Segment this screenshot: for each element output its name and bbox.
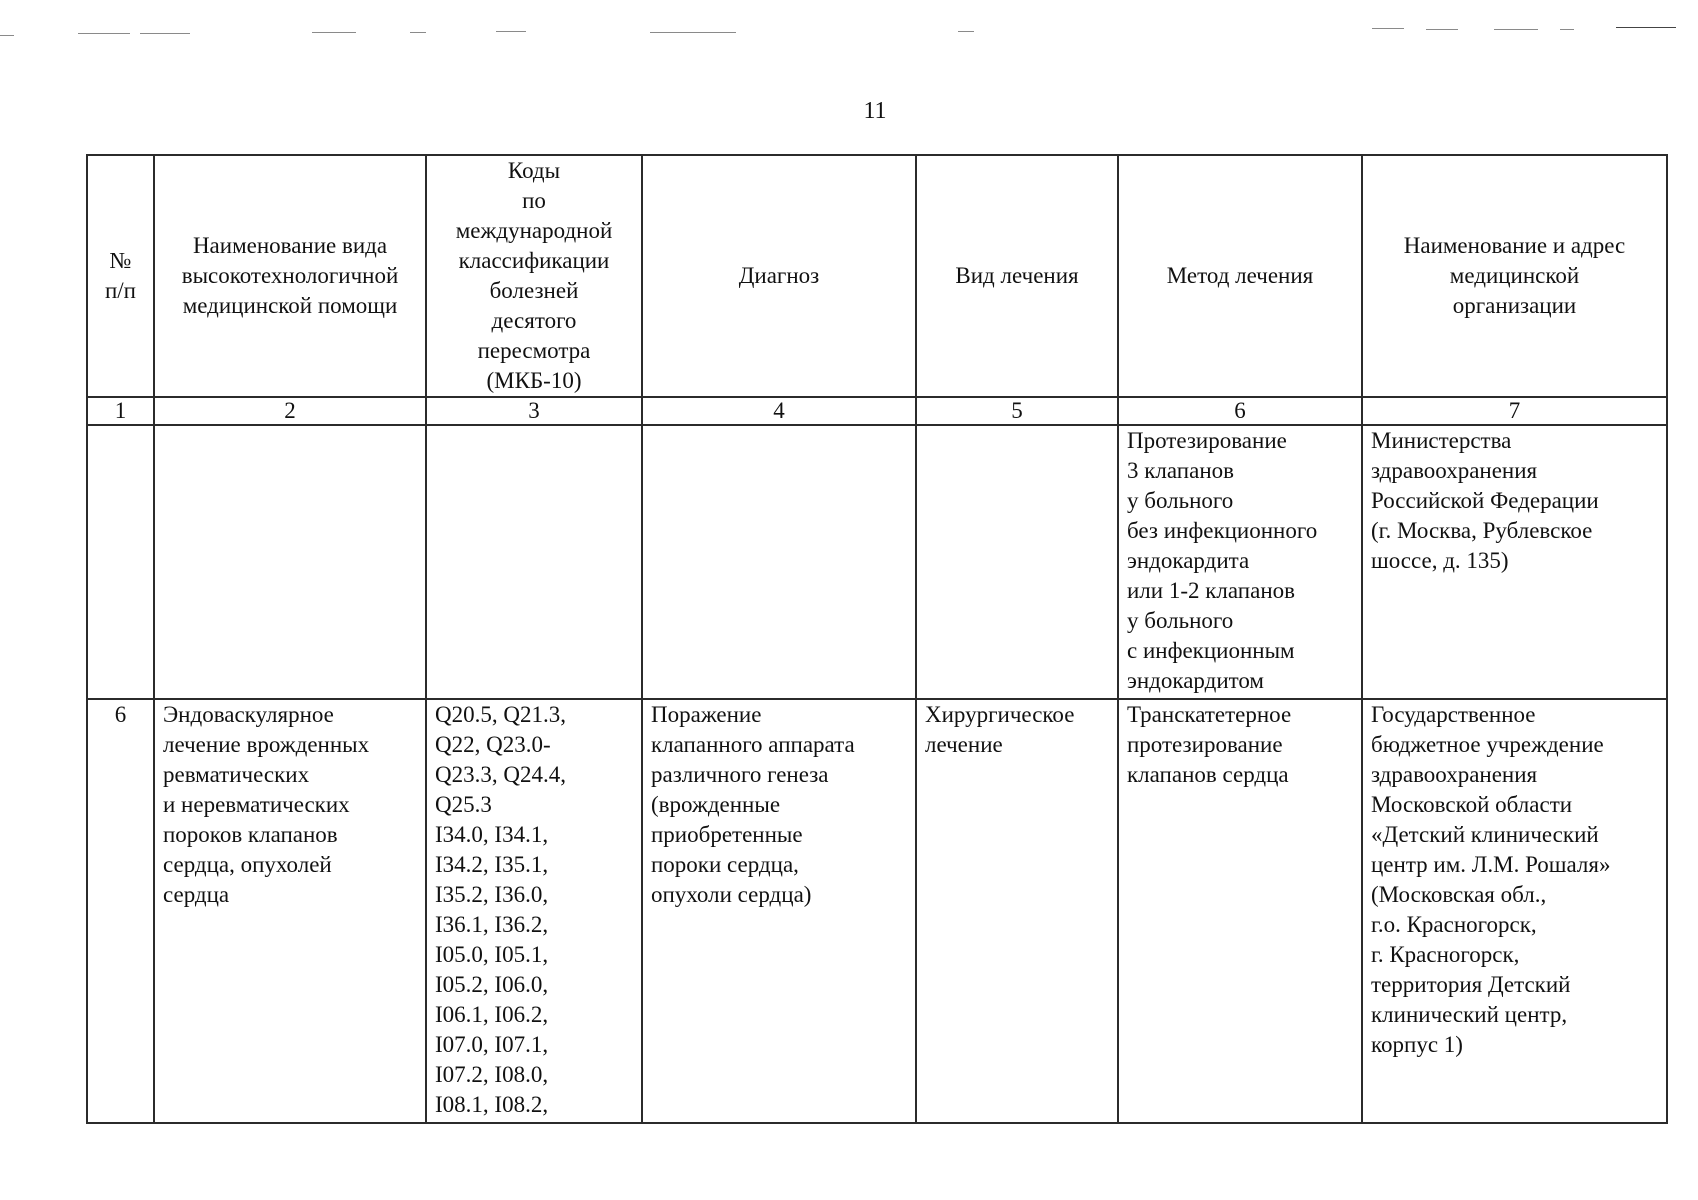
scan-edge-line: [1494, 29, 1538, 30]
scan-edge-line: [650, 32, 736, 33]
cell-icd-codes: Q20.5, Q21.3, Q22, Q23.0- Q23.3, Q24.4, Q25.3 I34.0, I34.1, I34.2, I35.1, I35.2, I36.0, I36.1, I36.2, I05.0, I05.1, I05.2, I06.0, I06.1, I06.2, I07.0, I07.1, I07.2, I08.0, I08.1, I08.2,: [426, 699, 642, 1123]
page-number: 11: [863, 98, 887, 124]
scan-edge-line: [1372, 28, 1404, 29]
header-type-of-care: Наименование вида высокотехнологичной медицинской помощи: [154, 155, 426, 397]
column-number: 6: [1118, 397, 1362, 425]
table-row-6: [87, 699, 1667, 1123]
scan-edge-line: [410, 32, 426, 33]
cell-row-number: 6: [87, 699, 154, 1123]
scan-edge-line: [312, 32, 356, 33]
cell-icd-codes: [426, 425, 642, 699]
cell-treatment-method: Транскатетерное протезирование клапанов сердца: [1118, 699, 1362, 1123]
cell-organization: Министерства здравоохранения Российской Федерации (г. Москва, Рублевское шоссе, д. 135): [1362, 425, 1667, 699]
cell-treatment-kind: Хирургическое лечение: [916, 699, 1118, 1123]
cell-type-of-care: Эндоваскулярное лечение врожденных ревматических и неревматических пороков клапанов сердца, опухолей сердца: [154, 699, 426, 1123]
cell-organization: Государственное бюджетное учреждение здравоохранения Московской области «Детский клинический центр им. Л.М. Рошаля» (Московская обл., г.о. Красногорск, г. Красногорск, территория Детский клинический центр, корпус 1): [1362, 699, 1667, 1123]
scan-edge-line: [78, 33, 130, 34]
scan-edge-line: [496, 31, 526, 32]
header-organization: Наименование и адрес медицинской организации: [1362, 155, 1667, 397]
header-row-number: № п/п: [87, 155, 154, 397]
header-diagnosis: Диагноз: [642, 155, 916, 397]
column-number: 1: [87, 397, 154, 425]
header-icd-codes: Коды по международной классификации болезней десятого пересмотра (МКБ-10): [426, 155, 642, 397]
cell-treatment-kind: [916, 425, 1118, 699]
column-number: 7: [1362, 397, 1667, 425]
column-number: 4: [642, 397, 916, 425]
scan-edge-line: [1560, 29, 1574, 30]
header-treatment-kind: Вид лечения: [916, 155, 1118, 397]
scan-edge-line: [1616, 27, 1676, 28]
cell-treatment-method: Протезирование 3 клапанов у больного без инфекционного эндокардита или 1-2 клапанов у больного с инфекционным эндокардитом: [1118, 425, 1362, 699]
cell-type-of-care: [154, 425, 426, 699]
scan-edge-line: [0, 35, 14, 36]
table-row-continuation: [87, 425, 1667, 699]
column-number: 5: [916, 397, 1118, 425]
column-number: 3: [426, 397, 642, 425]
cell-row-number: [87, 425, 154, 699]
column-number: 2: [154, 397, 426, 425]
header-treatment-method: Метод лечения: [1118, 155, 1362, 397]
high-tech-care-table: [86, 154, 1668, 1124]
cell-diagnosis: [642, 425, 916, 699]
table-header-row: [87, 155, 1667, 397]
scan-edge-line: [140, 33, 190, 34]
scan-edge-line: [1426, 29, 1458, 30]
cell-diagnosis: Поражение клапанного аппарата различного генеза (врожденные приобретенные пороки сердца, опухоли сердца): [642, 699, 916, 1123]
scan-edge-line: [958, 31, 974, 32]
column-number-row: [87, 397, 1667, 425]
